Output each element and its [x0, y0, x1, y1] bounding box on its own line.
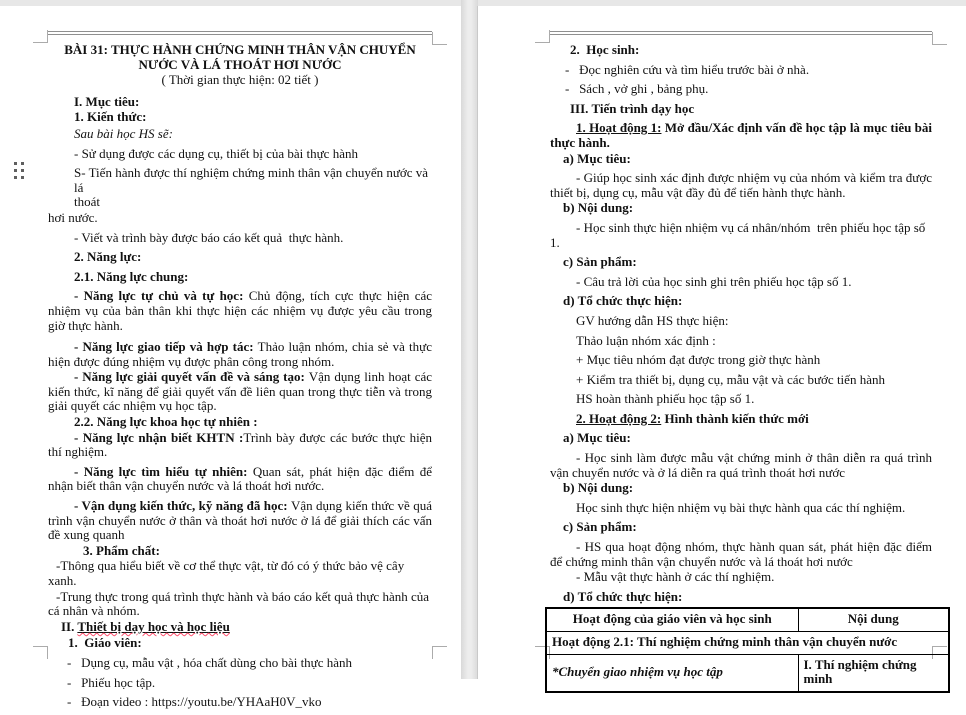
text-run: + Kiểm tra thiết bị, dụng cụ, mẫu vật và các bước tiến hành	[576, 371, 885, 387]
text-run: -Trung thực trong quá trình thực hành và báo cáo kết quả thực hành của cá nhân và nhóm.	[48, 588, 430, 619]
paragraph	[48, 73, 432, 88]
paragraph	[550, 590, 932, 605]
text-run: - Năng lực nhận biết KHTN :	[74, 429, 244, 445]
table-cell: *Chuyển giao nhiệm vụ học tập	[546, 654, 798, 692]
text-run: Sau bài học HS sẽ:	[74, 125, 173, 141]
text-run: - Phiếu học tập.	[67, 674, 156, 690]
paragraph	[550, 63, 932, 78]
table-header-cell: Nội dung	[798, 608, 949, 631]
text-run: a) Mục tiêu:	[563, 150, 631, 166]
paragraph	[550, 451, 932, 480]
paragraph	[550, 353, 932, 368]
text-run: -Thông qua hiểu biết về cơ thể thực vật, từ đó có ý thức bảo vệ cây xanh.	[48, 558, 405, 588]
text-run: - Dụng cụ, mẫu vật , hóa chất dùng cho bài thực hành	[67, 654, 353, 670]
text-boundary-mark	[535, 30, 550, 43]
paragraph	[48, 110, 432, 125]
text-run: - Học sinh làm được mẫu vật chứng minh ở thân diễn ra quá trình vận chuyển nước và ở lá diễn ra quá trình thoát hơi nước	[550, 450, 932, 480]
paragraph	[550, 152, 932, 167]
header-boundary-line	[48, 31, 432, 35]
text-run: thoát	[74, 194, 100, 210]
text-run: Vận dụng kiến thức về quá trình vận chuyển nước ở thân và thoát hơi nước ở lá để giải thích các vấn đề xung quanh	[48, 498, 432, 543]
text-run: c) Sản phẩm:	[563, 254, 637, 270]
page-2-content	[550, 43, 932, 693]
paragraph	[48, 340, 432, 369]
text-run: Quan sát, phát hiện đặc điểm để nhận biết thân vận chuyển nước và lá thoát hơi nước.	[48, 463, 432, 494]
text-run: - Năng lực giải quyết vấn đề và sáng tạo:	[74, 369, 309, 385]
text-run: Học sinh thực hiện nhiệm vụ bài thực hành qua các thí nghiệm.	[576, 499, 906, 515]
paragraph	[550, 294, 932, 309]
text-run: Trình bày được các bước thực hiện thí nghiệm.	[48, 429, 432, 460]
paragraph	[48, 544, 432, 559]
text-run: I. Mục tiêu:	[74, 93, 140, 109]
text-run	[77, 619, 229, 634]
paragraph	[48, 95, 432, 110]
spellcheck-underlined-text: Thiết bị dạy học và học liệu	[77, 618, 230, 634]
paragraph	[48, 559, 432, 588]
text-run: 1. Kiến thức:	[74, 109, 147, 125]
text-run: 3. Phẩm chất:	[83, 542, 160, 558]
text-run: 2.2. Năng lực khoa học tự nhiên :	[74, 414, 258, 430]
paragraph	[48, 499, 432, 543]
text-run: 1. Hoạt động 1:	[576, 120, 662, 136]
paragraph	[550, 412, 932, 427]
paragraph	[550, 392, 932, 407]
paragraph	[550, 373, 932, 388]
paragraph	[550, 431, 932, 446]
text-run: 1. Giáo viên:	[68, 635, 142, 651]
text-run: S- Tiến hành được thí nghiệm chứng minh thân vận chuyển nước và lá	[74, 165, 429, 195]
paragraph	[48, 270, 432, 285]
paragraph	[48, 147, 432, 162]
document-page-1	[0, 6, 461, 710]
text-boundary-mark	[432, 646, 447, 659]
paragraph	[550, 102, 932, 117]
paragraph	[48, 166, 432, 210]
paragraph	[48, 695, 432, 710]
text-run: - Sử dụng được các dụng cụ, thiết bị của bài thực hành	[74, 145, 358, 161]
paragraph	[550, 520, 932, 535]
text-run: 2. Năng lực:	[74, 249, 142, 265]
text-run: - Năng lực giao tiếp và hợp tác:	[74, 339, 258, 355]
paragraph	[550, 334, 932, 349]
text-run: HS hoàn thành phiếu học tập số 1.	[576, 391, 755, 407]
text-run: - Viết và trình bày được báo cáo kết quả thực hành.	[74, 229, 344, 245]
text-boundary-mark	[33, 30, 48, 43]
text-boundary-mark	[932, 32, 947, 45]
text-run: III. Tiến trình dạy học	[570, 100, 695, 116]
paragraph	[48, 370, 432, 414]
text-run: b) Nội dung:	[563, 200, 634, 216]
text-run: - Năng lực tự chủ và tự học:	[74, 288, 249, 304]
text-run: d) Tổ chức thực hiện:	[563, 293, 683, 309]
drag-handle-icon[interactable]	[14, 162, 24, 179]
table-header-cell: Hoạt động của giáo viên và học sinh	[546, 608, 798, 631]
text-run: + Mục tiêu nhóm đạt được trong giờ thực hành	[576, 352, 821, 368]
text-run: b) Nội dung:	[563, 480, 634, 496]
text-run: - Đoạn video : https://youtu.be/YHAaH0V_vko	[67, 694, 322, 710]
paragraph	[48, 289, 432, 333]
document-page-2	[478, 6, 966, 687]
text-run: - Mẫu vật thực hành ở các thí nghiệm.	[576, 569, 775, 585]
paragraph	[48, 465, 432, 494]
text-run: Thảo luận nhóm xác định :	[576, 332, 716, 348]
text-run: a) Mục tiêu:	[563, 430, 631, 446]
text-run: c) Sản phẩm:	[563, 519, 637, 535]
page-gap	[461, 0, 478, 679]
paragraph	[550, 201, 932, 216]
text-run: Hình thành kiến thức mới	[661, 410, 809, 426]
doc-table	[545, 607, 950, 692]
header-boundary-line	[550, 31, 932, 35]
text-run: II.	[61, 618, 78, 634]
text-run: 2. Hoạt động 2:	[576, 410, 662, 426]
text-run: - Vận dụng kiến thức, kỹ năng đã học:	[74, 498, 291, 514]
text-run: d) Tổ chức thực hiện:	[563, 588, 683, 604]
text-run: Thảo luận nhóm, chia sẻ và thực hiện được đúng nhiệm vụ được phân công trong nhóm.	[48, 339, 432, 369]
text-run: Mở đầu/Xác định vấn đề học tập là mục tiêu bài thực hành.	[550, 120, 933, 150]
paragraph	[48, 676, 432, 691]
text-boundary-mark	[432, 32, 447, 45]
paragraph	[48, 211, 432, 226]
text-run: GV hướng dẫn HS thực hiện:	[576, 312, 729, 328]
text-run: - Sách , vở ghi , bảng phụ.	[565, 81, 709, 97]
paragraph	[48, 590, 432, 619]
text-run: ( Thời gian thực hiện: 02 tiết )	[161, 72, 319, 88]
paragraph	[550, 481, 932, 496]
paragraph	[550, 540, 932, 569]
paragraph	[48, 636, 432, 651]
paragraph	[48, 43, 432, 72]
paragraph	[48, 415, 432, 430]
paragraph	[550, 121, 932, 150]
text-run: Chủ động, tích cực thực hiện các nhiệm vụ của bản thân khi thực hiện các nhiệm vụ được yêu cầu trong giờ thực hành.	[48, 288, 433, 333]
table-cell: I. Thí nghiệm chứng minh	[798, 654, 949, 692]
page-1-content	[48, 43, 432, 715]
paragraph	[48, 431, 432, 460]
paragraph	[550, 314, 932, 329]
text-run: - Đọc nghiên cứu và tìm hiểu trước bài ở nhà.	[565, 61, 810, 77]
paragraph	[550, 171, 932, 200]
paragraph	[550, 43, 932, 58]
paragraph	[48, 127, 432, 142]
paragraph	[48, 231, 432, 246]
text-run: - HS qua hoạt động nhóm, thực hành quan sát, phát hiện đặc điểm để chứng minh thân vận chuyển nước và lá thoát hơi nước	[550, 539, 932, 569]
text-boundary-mark	[33, 646, 48, 659]
text-run: 2.1. Năng lực chung:	[74, 268, 189, 284]
paragraph	[550, 570, 932, 585]
text-run: 2. Học sinh:	[570, 42, 640, 57]
paragraph	[550, 255, 932, 270]
paragraph	[550, 82, 932, 97]
paragraph	[48, 620, 432, 635]
text-run: - Câu trả lời của học sinh ghi trên phiếu học tập số 1.	[576, 273, 852, 289]
text-run: BÀI 31: THỰC HÀNH CHỨNG MINH THÂN VẬN CHUYỂN NƯỚC VÀ LÁ THOÁT HƠI NƯỚC	[64, 42, 416, 72]
table-cell: Hoạt động 2.1: Thí nghiệm chứng minh thân vận chuyển nước	[546, 632, 949, 655]
text-run: - Năng lực tìm hiểu tự nhiên:	[74, 463, 253, 479]
paragraph	[48, 656, 432, 671]
text-run: hơi nước.	[48, 209, 98, 225]
paragraph	[550, 221, 932, 250]
text-run: - Giúp học sinh xác định được nhiệm vụ của nhóm và kiểm tra được thiết bị, dụng cụ, mẫu vật đầy đủ để tiến hành thực hành.	[550, 170, 932, 200]
text-run: Vận dụng linh hoạt các kiến thức, kĩ năng để giải quyết vấn đề liên quan trong thực tiễn và trong giải quyết các nhiệm vụ học tập.	[48, 369, 433, 414]
paragraph	[550, 275, 932, 290]
paragraph	[48, 250, 432, 265]
paragraph	[550, 501, 932, 516]
text-run: - Học sinh thực hiện nhiệm vụ cá nhân/nhóm trên phiếu học tập số 1.	[550, 219, 926, 250]
